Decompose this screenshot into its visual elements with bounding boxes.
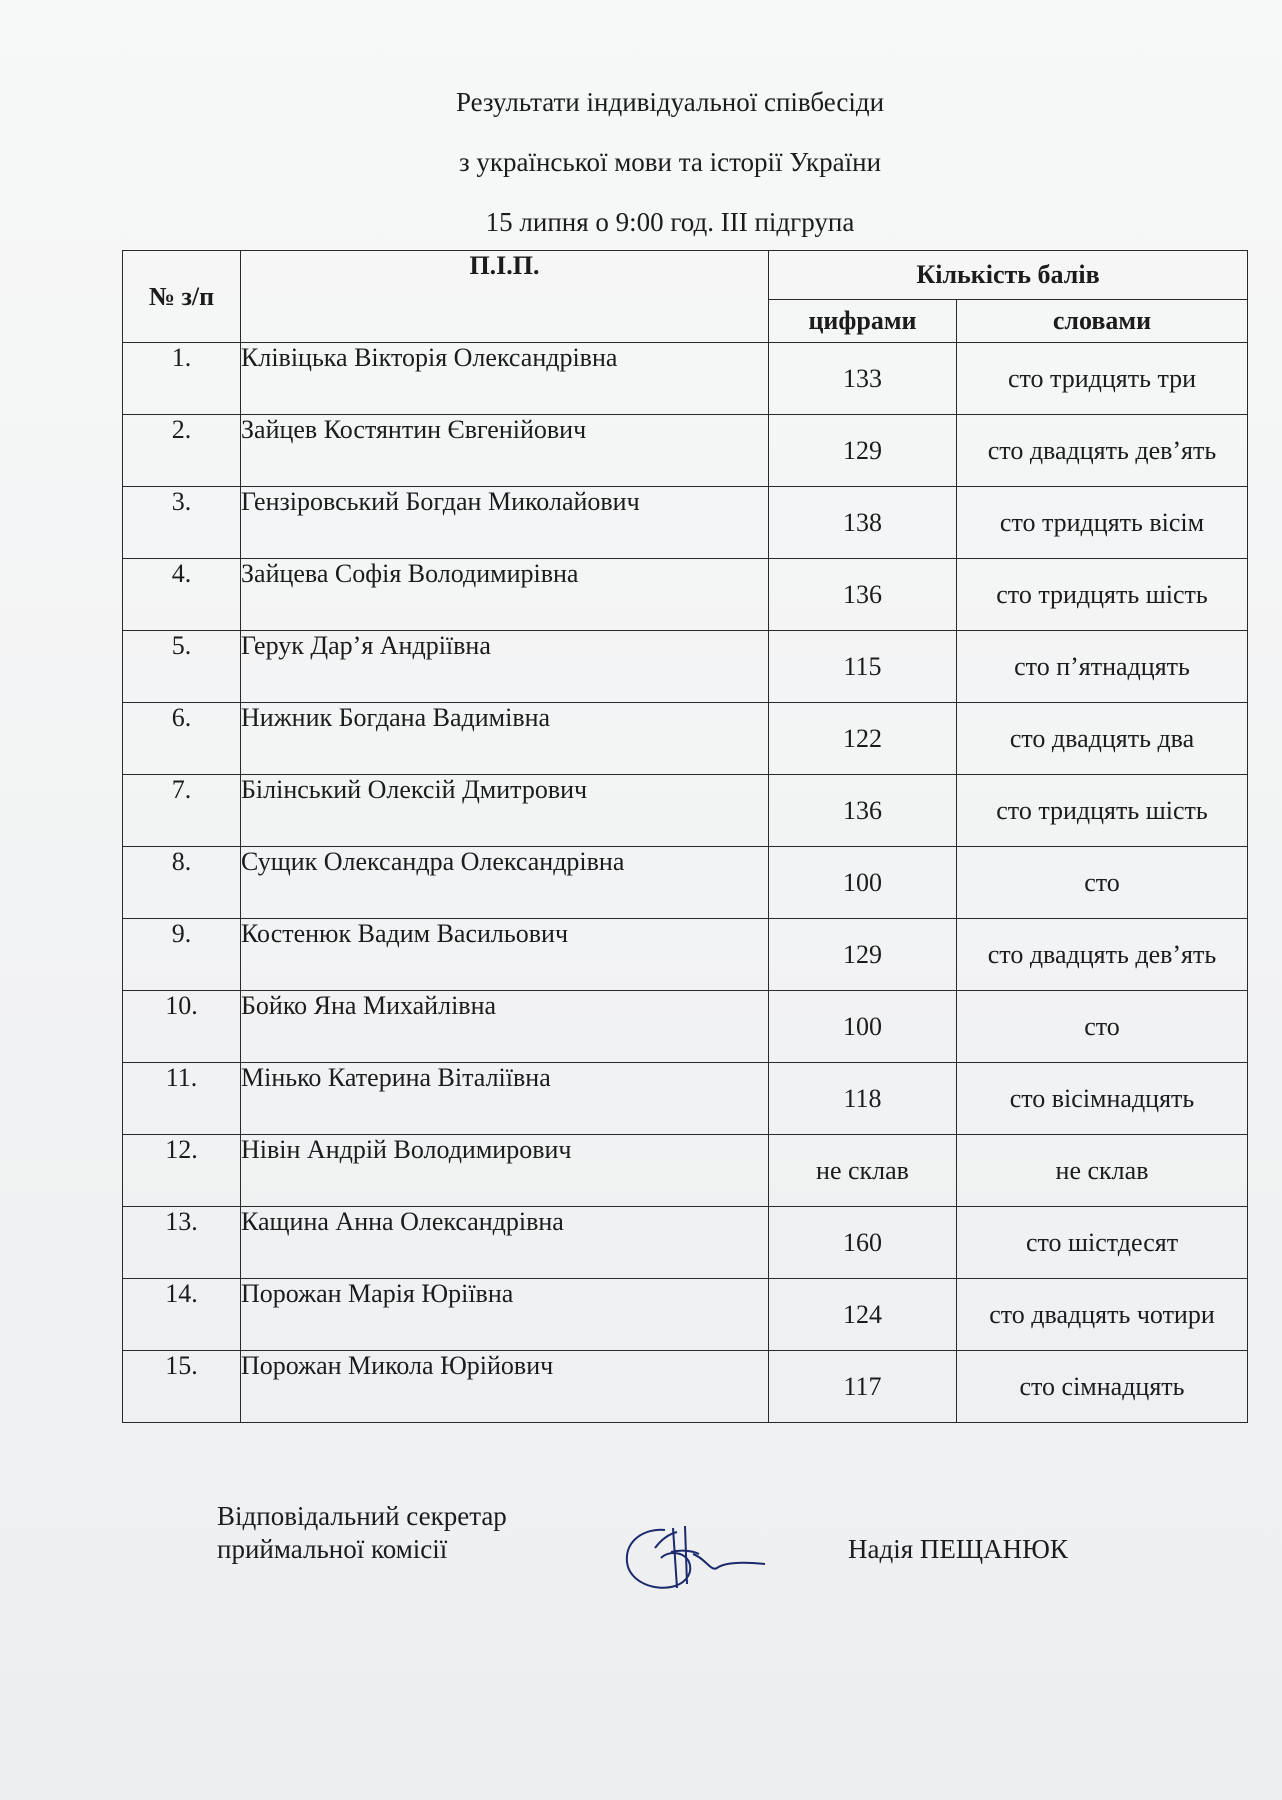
row-score-digits: 122 bbox=[769, 703, 957, 775]
table-row bbox=[123, 415, 1248, 487]
header-name: П.І.П. bbox=[241, 251, 769, 343]
table-row bbox=[123, 1279, 1248, 1351]
row-score-words: не склав bbox=[957, 1135, 1248, 1207]
table-row bbox=[123, 919, 1248, 991]
row-number: 14. bbox=[123, 1279, 241, 1351]
row-name: Мінько Катерина Віталіївна bbox=[241, 1063, 769, 1135]
row-score-words: сто двадцять чотири bbox=[957, 1279, 1248, 1351]
row-number: 10. bbox=[123, 991, 241, 1063]
row-score-words: сто двадцять дев’ять bbox=[957, 415, 1248, 487]
table-row bbox=[123, 703, 1248, 775]
row-name: Бойко Яна Михайлівна bbox=[241, 991, 769, 1063]
table-row bbox=[123, 775, 1248, 847]
position-line-1: Відповідальний секретар bbox=[217, 1501, 507, 1531]
position-line-2: приймальної комісії bbox=[217, 1534, 448, 1564]
signature-block bbox=[217, 1500, 507, 1566]
row-score-digits: 100 bbox=[769, 991, 957, 1063]
handwritten-signature bbox=[615, 1510, 775, 1600]
row-score-words: сто двадцять дев’ять bbox=[957, 919, 1248, 991]
title-line-3: 15 липня о 9:00 год. ІІІ підгрупа bbox=[485, 207, 855, 237]
row-number: 15. bbox=[123, 1351, 241, 1423]
table-row bbox=[123, 1063, 1248, 1135]
row-number: 13. bbox=[123, 1207, 241, 1279]
row-name: Білінський Олексій Дмитрович bbox=[241, 775, 769, 847]
row-score-digits: 138 bbox=[769, 487, 957, 559]
row-score-digits: 136 bbox=[769, 559, 957, 631]
row-name: Нівін Андрій Володимирович bbox=[241, 1135, 769, 1207]
row-name: Порожан Микола Юрійович bbox=[241, 1351, 769, 1423]
results-table-body bbox=[123, 343, 1248, 1423]
table-row bbox=[123, 487, 1248, 559]
row-number: 2. bbox=[123, 415, 241, 487]
row-name: Сущик Олександра Олександрівна bbox=[241, 847, 769, 919]
row-score-digits: 133 bbox=[769, 343, 957, 415]
row-number: 1. bbox=[123, 343, 241, 415]
row-score-words: сто сімнадцять bbox=[957, 1351, 1248, 1423]
row-number: 6. bbox=[123, 703, 241, 775]
row-score-words: сто п’ятнадцять bbox=[957, 631, 1248, 703]
row-name: Зайцева Софія Володимирівна bbox=[241, 559, 769, 631]
row-number: 11. bbox=[123, 1063, 241, 1135]
row-score-digits: 129 bbox=[769, 415, 957, 487]
row-name: Кащина Анна Олександрівна bbox=[241, 1207, 769, 1279]
row-number: 4. bbox=[123, 559, 241, 631]
header-score: Кількість балів bbox=[769, 251, 1248, 300]
row-name: Гензіровський Богдан Миколайович bbox=[241, 487, 769, 559]
table-row bbox=[123, 1351, 1248, 1423]
row-number: 12. bbox=[123, 1135, 241, 1207]
row-score-words: сто шістдесят bbox=[957, 1207, 1248, 1279]
results-table bbox=[122, 250, 1248, 1423]
document-title bbox=[0, 72, 1282, 252]
row-score-words: сто тридцять вісім bbox=[957, 487, 1248, 559]
row-score-digits: 124 bbox=[769, 1279, 957, 1351]
title-line-2: з української мови та історії України bbox=[458, 147, 882, 177]
row-score-digits: 115 bbox=[769, 631, 957, 703]
table-row bbox=[123, 1135, 1248, 1207]
row-number: 8. bbox=[123, 847, 241, 919]
row-score-words: сто двадцять два bbox=[957, 703, 1248, 775]
title-line-1: Результати індивідуальної співбесіди bbox=[455, 87, 885, 117]
row-score-digits: 129 bbox=[769, 919, 957, 991]
row-name: Порожан Марія Юріївна bbox=[241, 1279, 769, 1351]
header-number: № з/п bbox=[123, 251, 241, 343]
table-row bbox=[123, 343, 1248, 415]
row-score-words: сто тридцять три bbox=[957, 343, 1248, 415]
row-name: Клівіцька Вікторія Олександрівна bbox=[241, 343, 769, 415]
table-row bbox=[123, 991, 1248, 1063]
row-score-digits: 100 bbox=[769, 847, 957, 919]
signer-name: Надія ПЕЩАНЮК bbox=[848, 1534, 1068, 1564]
row-name: Герук Дар’я Андріївна bbox=[241, 631, 769, 703]
row-name: Нижник Богдана Вадимівна bbox=[241, 703, 769, 775]
row-score-words: сто тридцять шість bbox=[957, 559, 1248, 631]
header-digits: цифрами bbox=[769, 300, 957, 343]
row-score-digits: 118 bbox=[769, 1063, 957, 1135]
table-row bbox=[123, 631, 1248, 703]
table-row bbox=[123, 847, 1248, 919]
header-words: словами bbox=[957, 300, 1248, 343]
row-score-words: сто bbox=[957, 991, 1248, 1063]
row-score-digits: 160 bbox=[769, 1207, 957, 1279]
row-score-digits: не склав bbox=[769, 1135, 957, 1207]
row-number: 5. bbox=[123, 631, 241, 703]
table-row bbox=[123, 1207, 1248, 1279]
row-number: 3. bbox=[123, 487, 241, 559]
row-number: 7. bbox=[123, 775, 241, 847]
row-name: Костенюк Вадим Васильович bbox=[241, 919, 769, 991]
row-score-words: сто bbox=[957, 847, 1248, 919]
row-score-digits: 117 bbox=[769, 1351, 957, 1423]
row-number: 9. bbox=[123, 919, 241, 991]
row-score-words: сто вісімнадцять bbox=[957, 1063, 1248, 1135]
row-score-words: сто тридцять шість bbox=[957, 775, 1248, 847]
table-row bbox=[123, 559, 1248, 631]
row-score-digits: 136 bbox=[769, 775, 957, 847]
row-name: Зайцев Костянтин Євгенійович bbox=[241, 415, 769, 487]
